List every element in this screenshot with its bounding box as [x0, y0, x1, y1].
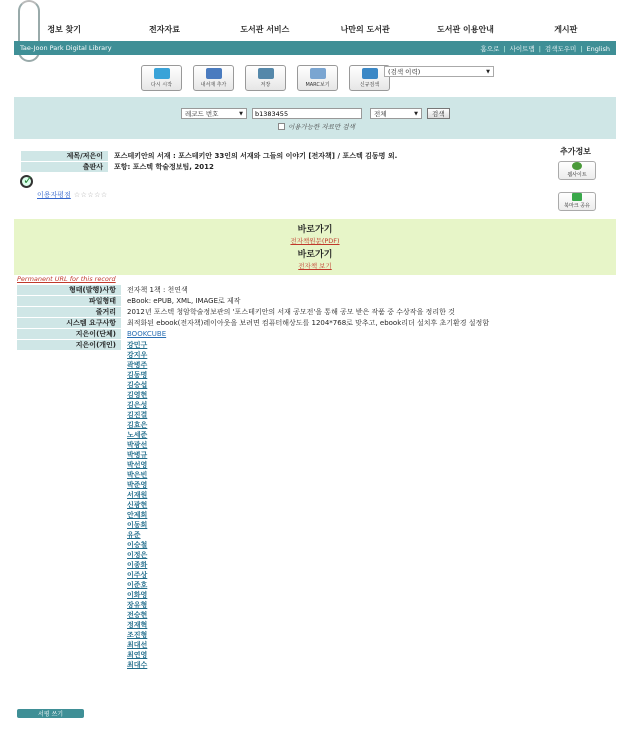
author-person-link[interactable]: 김영현 [127, 391, 148, 399]
author-person-link[interactable]: 최대선 [127, 641, 148, 649]
detail-label: 지은이(단체) [17, 329, 121, 339]
author-person-link[interactable]: 김은성 [127, 401, 148, 409]
marc-icon [310, 68, 326, 79]
library-bar [14, 41, 616, 55]
toolbar-button[interactable] [141, 65, 182, 91]
bookmark-share-button[interactable]: 북마크 공유 [558, 192, 596, 211]
nav-item[interactable]: 나만의 도서관 [340, 24, 390, 34]
author-person-link[interactable]: 김진결 [127, 411, 148, 419]
detail-row [17, 285, 489, 295]
library-name: Tae-Joon Park Digital Library [20, 44, 112, 52]
author-person-link[interactable]: 신광현 [127, 501, 148, 509]
author-person-link[interactable]: 곽병주 [127, 361, 148, 369]
detail-row [17, 296, 489, 306]
plus-icon [572, 193, 582, 201]
nav-item[interactable]: 전자자료 [149, 24, 180, 34]
author-org-link[interactable]: BOOKCUBE [127, 330, 167, 338]
author-person-link[interactable]: 정재혁 [127, 621, 148, 629]
library-link[interactable]: 사이트맵 [509, 44, 535, 53]
user-rating[interactable] [37, 190, 108, 200]
author-person-link[interactable]: 박은빈 [127, 471, 148, 479]
author-person-link[interactable]: 이화영 [127, 591, 148, 599]
library-link[interactable]: 홈으로 [480, 44, 500, 53]
top-navigation [14, 17, 616, 41]
author-person-link[interactable]: 이정은 [127, 551, 148, 559]
bookshelf-icon [206, 68, 222, 79]
goto-heading-2: 바로가기 [297, 250, 333, 260]
toolbar-button[interactable] [297, 65, 338, 91]
detail-row [17, 329, 489, 339]
record-title: 포스테키안의 서재 : 포스테키안 33인의 서재와 그들의 이야기 [전자책] / 포스텍 김동명 외. [114, 152, 398, 160]
separator: | [538, 44, 541, 53]
search-input[interactable] [252, 108, 362, 119]
separator: | [503, 44, 506, 53]
author-person-link[interactable]: 노세준 [127, 431, 148, 439]
nav-item[interactable]: 정보 찾기 [47, 24, 82, 34]
author-person-link[interactable]: 이종화 [127, 561, 148, 569]
detail-label: 줄거리 [17, 307, 121, 317]
checkmark-icon [20, 175, 33, 188]
additional-info-heading: 추가정보 [560, 147, 591, 156]
toolbar-button[interactable] [193, 65, 234, 91]
author-person-link[interactable]: 최연영 [127, 651, 148, 659]
author-person-link[interactable]: 유준 [127, 531, 141, 539]
author-person-link[interactable]: 이주상 [127, 571, 148, 579]
search-panel [14, 97, 616, 139]
detail-value: 2012년 포스텍 청암학술정보관의 '포스테키안의 서재 공모전'을 통해 공모 받은 작품 중 수상작을 정리한 것 [127, 308, 455, 316]
search-history-select[interactable]: (검색 이력) ▼ [384, 66, 494, 77]
author-person-link[interactable]: 안제희 [127, 511, 148, 519]
record-toolbar [141, 65, 390, 91]
write-review-button[interactable]: 서평 쓰기 [17, 709, 84, 718]
author-person-link[interactable]: 박병규 [127, 451, 148, 459]
record-publisher: 포항: 포스텍 학술정보팀, 2012 [114, 163, 214, 171]
library-link[interactable]: 검색도우미 [544, 44, 577, 53]
search-icon [362, 68, 378, 79]
nav-item[interactable]: 도서관 이용안내 [437, 24, 494, 34]
detail-label: 형태(발행)사항 [17, 285, 121, 295]
permanent-url-link[interactable]: Permanent URL for this record [17, 275, 116, 283]
goto-panel [14, 219, 616, 275]
author-person-link[interactable]: 이동희 [127, 521, 148, 529]
title-row [21, 151, 397, 161]
toolbar-button-label: 저장 [260, 82, 271, 88]
separator: | [580, 44, 583, 53]
title-label: 제목/저은이 [21, 151, 108, 161]
chevron-down-icon: ▼ [239, 110, 243, 117]
detail-label: 시스템 요구사항 [17, 318, 121, 328]
publisher-row [21, 162, 214, 172]
detail-value: 전자책 1책 : 천연색 [127, 286, 188, 294]
detail-label: 파일형태 [17, 296, 121, 306]
ebook-pdf-link[interactable]: 전자책원문(PDF) [290, 237, 340, 245]
available-only-label: 이용가능한 자료만 검색 [288, 123, 355, 131]
author-person-link[interactable]: 강민구 [127, 341, 148, 349]
record-details [17, 285, 489, 671]
star-rating-icon[interactable]: ☆☆☆☆☆ [73, 191, 108, 199]
author-person-link[interactable]: 김효은 [127, 421, 148, 429]
website-button[interactable]: 웹사이트 [558, 161, 596, 180]
author-person-link[interactable]: 강지우 [127, 351, 148, 359]
search-button[interactable]: 검색 [427, 108, 450, 119]
publisher-label: 출판사 [21, 162, 108, 172]
detail-row [17, 318, 489, 328]
toolbar-button-label: 내서재 추가 [200, 82, 227, 88]
save-icon [258, 68, 274, 79]
detail-row [17, 307, 489, 317]
detail-value: 최적화된 ebook(전자책)레이아웃을 보려면 컴퓨터해상도를 1204*768로 맞추고, ebook리더 설치후 초기환경 설정함 [127, 319, 490, 327]
toolbar-button-label: MARC보기 [305, 82, 330, 88]
author-person-link[interactable]: 박준영 [127, 481, 148, 489]
author-person-link[interactable]: 이준호 [127, 581, 148, 589]
chevron-down-icon: ▼ [486, 68, 490, 75]
detail-value [127, 329, 166, 339]
author-person-link[interactable]: 서재원 [127, 491, 148, 499]
search-scope-select[interactable]: 전체 ▼ [370, 108, 422, 119]
available-only-checkbox[interactable] [278, 123, 285, 130]
library-link[interactable]: English [586, 44, 610, 53]
author-person-link[interactable]: 박광선 [127, 441, 148, 449]
author-person-list [127, 340, 147, 670]
rating-label: 이용자평점 [37, 191, 71, 199]
author-person-link[interactable]: 김동명 [127, 371, 148, 379]
ebook-view-link[interactable]: 전자책 보기 [298, 262, 332, 270]
chevron-down-icon: ▼ [414, 110, 418, 117]
author-person-link[interactable]: 이승철 [127, 541, 148, 549]
author-person-link[interactable]: 최대수 [127, 661, 148, 669]
author-person-row [17, 340, 489, 670]
nav-item[interactable]: 도서관 서비스 [240, 24, 290, 34]
goto-heading-1: 바로가기 [297, 225, 333, 235]
globe-icon [572, 162, 582, 170]
author-person-link[interactable]: 김승섭 [127, 381, 148, 389]
author-person-link[interactable]: 박선영 [127, 461, 148, 469]
toolbar-button-label: 신규검색 [359, 82, 380, 88]
refresh-icon [154, 68, 170, 79]
detail-value: eBook: ePUB, XML, IMAGE로 제작 [127, 297, 241, 305]
library-links [477, 44, 610, 53]
toolbar-button[interactable] [245, 65, 286, 91]
search-field-select[interactable]: 레코드 번호 ▼ [181, 108, 247, 119]
author-person-link[interactable]: 조진형 [127, 631, 148, 639]
toolbar-button-label: 다시 시작 [151, 82, 172, 88]
detail-label: 지은이(개인) [17, 340, 121, 350]
nav-item[interactable]: 게시판 [554, 24, 578, 34]
author-person-link[interactable]: 전승현 [127, 611, 148, 619]
author-person-link[interactable]: 장유형 [127, 601, 148, 609]
